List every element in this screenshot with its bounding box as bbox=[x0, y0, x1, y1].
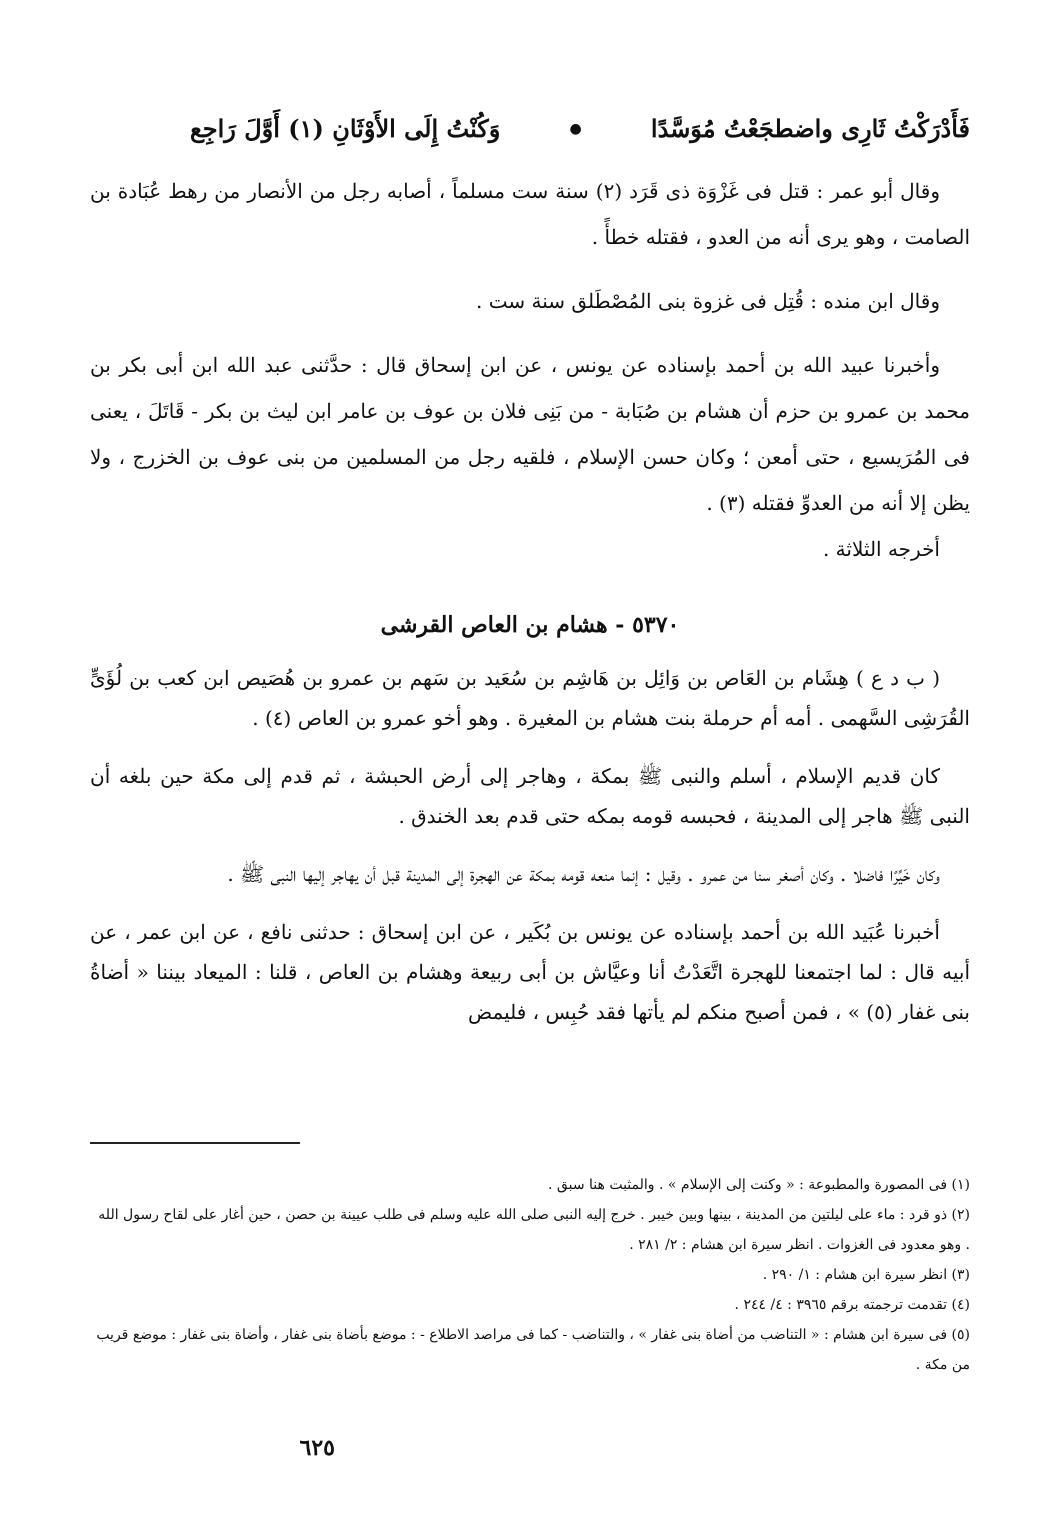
paragraph: وكان خَيِّرًا فاضلا . وكان أصغر سنا من عمرو . وقيل : إنما منعه قومه بمكة عن الهجرة إلى المدينة قبل أن يهاجر إليها النبى ﷺ . bbox=[227, 862, 940, 886]
entry-heading: ٥٣٧٠ - هشام بن العاص القرشى bbox=[380, 612, 680, 638]
footnote: (١) فى المصورة والمطبوعة : « وكنت إلى الإسلام » . والمثبت هنا سبق . bbox=[548, 1177, 970, 1193]
paragraph: كان قديم الإسلام ، أسلم والنبى ﷺ بمكة ، وهاجر إلى أرض الحبشة ، ثم قدم إلى مكة حين بلغه أن النبى ﷺ هاجر إلى المدينة ، فحبسه قومه بمكه حتى قدم بعد الخندق . bbox=[90, 764, 970, 828]
paragraph: أخرجه الثلاثة . bbox=[822, 537, 940, 561]
verse-right-hemistich: فَأَدْرَكْتُ ثَارِى واضطجَعْتُ مُوَسَّدًا bbox=[650, 114, 970, 143]
body-text-section-1 bbox=[90, 168, 970, 590]
poetry-verse bbox=[190, 112, 970, 146]
paragraph: ( ب د ع ) هِشَام بن العَاص بن وَائِل بن هَاشِم بن سُعَيد بن سَهم بن عمرو بن هُصَيص ابن كعب بن لُؤَىٍّ القُرَشِى السَّهمى . أمه أم حرملة بنت هشام بن المغيرة . وهو أخو عمرو بن العاص (٤) . bbox=[90, 666, 970, 730]
hemistich-separator: ● bbox=[569, 121, 582, 137]
book-page bbox=[90, 0, 970, 1532]
paragraph: وقال ابن منده : قُتِل فى غزوة بنى المُصْطَلق سنة ست . bbox=[476, 289, 940, 313]
body-text-section-2 bbox=[90, 658, 970, 1050]
footnote: (٢) ذو قرد : ماء على ليلتين من المدينة ، بينها وبين خيبر . خرج إليه النبى صلى الله عليه وسلم فى طلب عيينة بن حصن ، حين أغار على لقاح رسول الله . وهو معدود فى الغزوات . انظر سيرة ابن هشام : ٢/ ٢٨١ . bbox=[98, 1207, 970, 1253]
footnote: (٤) تقدمت ترجمته برقم ٣٩٦٥ : ٤/ ٢٤٤ . bbox=[734, 1297, 970, 1313]
footnote: (٥) فى سيرة ابن هشام : « التناضب من أضاة بنى غفار » ، والتناضب - كما فى مراصد الاطلاع - : موضع بأضاة بنى غفار ، وأضاة بنى غفار : موضع قريب من مكة . bbox=[96, 1327, 970, 1373]
paragraph: أخبرنا عُبَيد الله بن أحمد بإسناده عن يونس بن بُكَير ، عن ابن إسحاق : حدثنى نافع ، عن ابن عمر ، عن أبيه قال : لما اجتمعنا للهجرة اتَّعَدْتُ أنا وعيَّاش بن أبى ربيعة وهشام بن العاص ، قلنا : الميعاد بيننا « أضاةُ بنى غفار (٥) » ، فمن أصبح منكم لم يأتها فقد حُبِس ، فليمض bbox=[90, 920, 970, 1024]
footnote-divider bbox=[90, 1142, 300, 1144]
paragraph: وأخبرنا عبيد الله بن أحمد بإسناده عن يونس ، عن ابن إسحاق قال : حدَّثنى عبد الله ابن أبى بكر بن محمد بن عمرو بن حزم أن هشام بن صُبَابة - من بَنِى فلان بن عوف بن عامر ابن ليث بن بكر - قَاتَلَ ، يعنى فى المُرَيسيع ، حتى أمعن ؛ وكان حسن الإسلام ، فلقيه رجل من المسلمين من بنى عوف بن الخزرج ، ولا يظن إلا أنه من العدوِّ فقتله (٣) . bbox=[90, 353, 970, 515]
verse-left-hemistich: وَكُنْتُ إِلَى الأَوْثَانِ (١) أَوَّلَ رَاجِع bbox=[190, 114, 501, 143]
paragraph: وقال أبو عمر : قتل فى غَزْوَة ذى قَرَد (٢) سنة ست مسلماً ، أصابه رجل من الأنصار من رهط عُبَادة بن الصامت ، وهو يرى أنه من العدو ، فقتله خطأً . bbox=[90, 179, 970, 249]
page-number: ٦٢٥ bbox=[299, 1435, 335, 1461]
footnotes bbox=[90, 1170, 970, 1380]
footnote: (٣) انظر سيرة ابن هشام : ١/ ٢٩٠ . bbox=[762, 1267, 970, 1283]
